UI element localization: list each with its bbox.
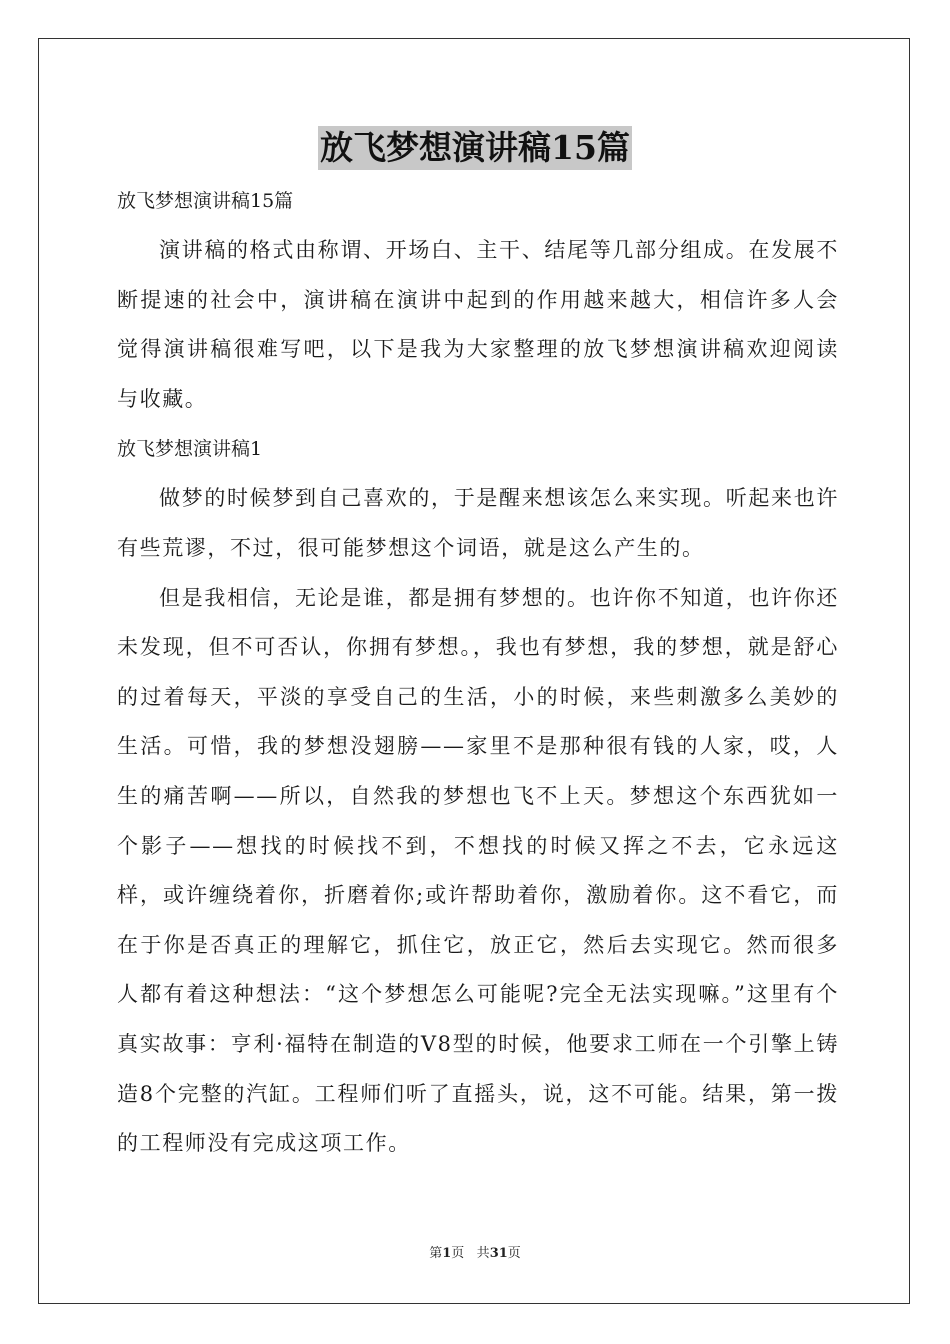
page-number: 1 — [442, 1246, 452, 1261]
page-suffix: 页 — [451, 1246, 465, 1261]
document-subtitle: 放飞梦想演讲稿15篇 — [117, 190, 294, 212]
body-paragraph: 但是我相信，无论是谁，都是拥有梦想的。也许你不知道，也许你还未发现，但不可否认，你拥有梦想。，我也有梦想，我的梦想，就是舒心的过着每天，平淡的享受自己的生活，小的时候，来些刺激多么美妙的生活。可惜，我的梦想没翅膀——家里不是那种很有钱的人家，哎，人生的痛苦啊——所以，自然我的梦想也飞不上天。梦想这个东西犹如一个影子——想找的时候找不到，不想找的时候又挥之不去，它永远这样，或许缠绕着你，折磨着你;或许帮助着你，激励着你。这不看它，而在于你是否真正的理解它，抓住它，放正它，然后去实现它。然而很多人都有着这种想法：“这个梦想怎么可能呢?完全无法实现嘛。”这里有个真实故事：亨利·福特在制造的V8型的时候，他要求工师在一个引擎上铸造8个完整的汽缸。工程师们听了直摇头，说，这不可能。结果，第一拨的工程师没有完成这项工作。 — [117, 585, 839, 1156]
total-suffix: 页 — [507, 1246, 521, 1261]
title-container — [0, 126, 950, 170]
body-paragraph: 做梦的时候梦到自己喜欢的，于是醒来想该怎么来实现。听起来也许有些荒谬，不过，很可能梦想这个词语，就是这么产生的。 — [117, 486, 839, 560]
page-footer — [0, 1242, 950, 1261]
page-prefix: 第 — [429, 1246, 443, 1261]
intro-paragraph: 演讲稿的格式由称谓、开场白、主干、结尾等几部分组成。在发展不断提速的社会中，演讲稿在演讲中起到的作用越来越大，相信许多人会觉得演讲稿很难写吧，以下是我为大家整理的放飞梦想演讲稿欢迎阅读与收藏。 — [117, 238, 839, 411]
document-body — [117, 176, 839, 1169]
total-pages: 31 — [489, 1246, 508, 1261]
section-heading: 放飞梦想演讲稿1 — [117, 438, 263, 461]
total-prefix: 共 — [476, 1246, 490, 1261]
document-title: 放飞梦想演讲稿15篇 — [318, 126, 632, 170]
